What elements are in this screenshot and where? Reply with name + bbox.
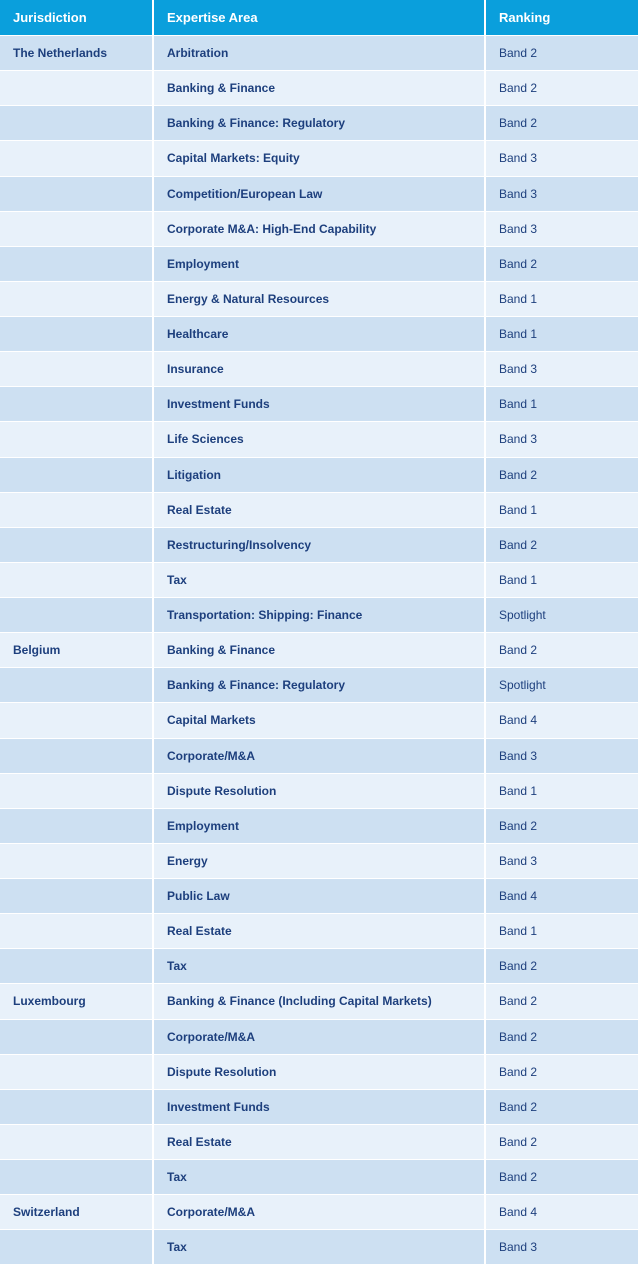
- table-row: [0, 141, 638, 176]
- ranking-cell: Band 3: [486, 212, 638, 247]
- expertise-area-cell: Tax: [154, 1230, 486, 1265]
- ranking-cell: Band 3: [486, 422, 638, 457]
- expertise-area-cell: Life Sciences: [154, 422, 486, 457]
- jurisdiction-cell: [0, 212, 154, 247]
- ranking-cell: Band 4: [486, 879, 638, 914]
- ranking-cell: Band 3: [486, 177, 638, 212]
- ranking-cell: Band 2: [486, 71, 638, 106]
- jurisdiction-cell: [0, 668, 154, 703]
- ranking-cell: Band 2: [486, 984, 638, 1019]
- ranking-cell: Band 1: [486, 317, 638, 352]
- jurisdiction-cell: [0, 598, 154, 633]
- ranking-cell: Band 2: [486, 1020, 638, 1055]
- table-row: [0, 106, 638, 141]
- ranking-cell: Band 2: [486, 1055, 638, 1090]
- expertise-area-cell: Investment Funds: [154, 1090, 486, 1125]
- ranking-cell: Band 2: [486, 809, 638, 844]
- jurisdiction-cell: [0, 879, 154, 914]
- expertise-area-cell: Litigation: [154, 458, 486, 493]
- jurisdiction-cell: Belgium: [0, 633, 154, 668]
- ranking-cell: Band 4: [486, 1195, 638, 1230]
- jurisdiction-cell: [0, 387, 154, 422]
- expertise-area-cell: Banking & Finance: Regulatory: [154, 668, 486, 703]
- table-row: [0, 1055, 638, 1090]
- expertise-area-cell: Transportation: Shipping: Finance: [154, 598, 486, 633]
- table-row: [0, 563, 638, 598]
- expertise-area-cell: Energy & Natural Resources: [154, 282, 486, 317]
- ranking-cell: Spotlight: [486, 668, 638, 703]
- jurisdiction-cell: [0, 493, 154, 528]
- table-row: [0, 844, 638, 879]
- expertise-area-cell: Competition/European Law: [154, 177, 486, 212]
- table-row: [0, 949, 638, 984]
- jurisdiction-cell: [0, 1125, 154, 1160]
- table-row: [0, 352, 638, 387]
- jurisdiction-cell: [0, 317, 154, 352]
- expertise-area-cell: Dispute Resolution: [154, 774, 486, 809]
- expertise-area-cell: Banking & Finance (Including Capital Markets): [154, 984, 486, 1019]
- jurisdiction-cell: [0, 106, 154, 141]
- ranking-cell: Band 3: [486, 352, 638, 387]
- table-row: [0, 1090, 638, 1125]
- jurisdiction-cell: [0, 177, 154, 212]
- jurisdiction-cell: [0, 563, 154, 598]
- jurisdiction-cell: [0, 352, 154, 387]
- ranking-cell: Band 1: [486, 774, 638, 809]
- expertise-area-cell: Public Law: [154, 879, 486, 914]
- expertise-area-cell: Dispute Resolution: [154, 1055, 486, 1090]
- jurisdiction-cell: [0, 1055, 154, 1090]
- table-row: [0, 282, 638, 317]
- table-row: [0, 703, 638, 738]
- table-row: [0, 598, 638, 633]
- table-row: [0, 71, 638, 106]
- jurisdiction-cell: [0, 458, 154, 493]
- ranking-cell: Band 1: [486, 914, 638, 949]
- table-row: [0, 493, 638, 528]
- jurisdiction-cell: [0, 844, 154, 879]
- table-row: [0, 1160, 638, 1195]
- jurisdiction-cell: [0, 71, 154, 106]
- expertise-area-cell: Real Estate: [154, 493, 486, 528]
- ranking-cell: Band 2: [486, 1160, 638, 1195]
- ranking-cell: Band 3: [486, 844, 638, 879]
- expertise-area-cell: Corporate/M&A: [154, 1020, 486, 1055]
- expertise-area-cell: Tax: [154, 949, 486, 984]
- ranking-cell: Band 2: [486, 1090, 638, 1125]
- ranking-cell: Band 2: [486, 633, 638, 668]
- ranking-cell: Band 2: [486, 1125, 638, 1160]
- table-row: [0, 458, 638, 493]
- table-row: [0, 809, 638, 844]
- ranking-cell: Band 3: [486, 141, 638, 176]
- jurisdiction-cell: [0, 739, 154, 774]
- table-row: [0, 36, 638, 71]
- ranking-cell: Spotlight: [486, 598, 638, 633]
- expertise-area-cell: Employment: [154, 247, 486, 282]
- jurisdiction-cell: [0, 282, 154, 317]
- expertise-area-cell: Arbitration: [154, 36, 486, 71]
- jurisdiction-cell: [0, 141, 154, 176]
- header-expertise-area: Expertise Area: [154, 0, 486, 36]
- jurisdiction-cell: [0, 774, 154, 809]
- ranking-cell: Band 2: [486, 949, 638, 984]
- table-row: [0, 528, 638, 563]
- expertise-area-cell: Restructuring/Insolvency: [154, 528, 486, 563]
- expertise-area-cell: Real Estate: [154, 914, 486, 949]
- expertise-area-cell: Tax: [154, 563, 486, 598]
- expertise-area-cell: Corporate M&A: High-End Capability: [154, 212, 486, 247]
- expertise-area-cell: Banking & Finance: [154, 71, 486, 106]
- expertise-area-cell: Corporate/M&A: [154, 1195, 486, 1230]
- jurisdiction-cell: [0, 422, 154, 457]
- table-row: [0, 1020, 638, 1055]
- ranking-cell: Band 1: [486, 387, 638, 422]
- table-header: [0, 0, 638, 36]
- ranking-cell: Band 3: [486, 739, 638, 774]
- jurisdiction-cell: Switzerland: [0, 1195, 154, 1230]
- header-ranking: Ranking: [486, 0, 638, 36]
- table-row: [0, 633, 638, 668]
- table-row: [0, 212, 638, 247]
- expertise-area-cell: Energy: [154, 844, 486, 879]
- expertise-area-cell: Insurance: [154, 352, 486, 387]
- jurisdiction-cell: The Netherlands: [0, 36, 154, 71]
- expertise-area-cell: Tax: [154, 1160, 486, 1195]
- table-row: [0, 317, 638, 352]
- expertise-area-cell: Banking & Finance: [154, 633, 486, 668]
- table-row: [0, 774, 638, 809]
- table-row: [0, 387, 638, 422]
- jurisdiction-cell: [0, 1160, 154, 1195]
- ranking-cell: Band 3: [486, 1230, 638, 1265]
- jurisdiction-cell: [0, 247, 154, 282]
- table-row: [0, 984, 638, 1019]
- table-row: [0, 1125, 638, 1160]
- table-row: [0, 1230, 638, 1265]
- jurisdiction-cell: [0, 914, 154, 949]
- jurisdiction-cell: [0, 703, 154, 738]
- ranking-cell: Band 1: [486, 493, 638, 528]
- header-jurisdiction: Jurisdiction: [0, 0, 154, 36]
- ranking-cell: Band 1: [486, 563, 638, 598]
- jurisdiction-cell: [0, 1020, 154, 1055]
- ranking-cell: Band 2: [486, 528, 638, 563]
- ranking-cell: Band 2: [486, 247, 638, 282]
- jurisdiction-cell: [0, 809, 154, 844]
- ranking-cell: Band 1: [486, 282, 638, 317]
- jurisdiction-cell: Luxembourg: [0, 984, 154, 1019]
- expertise-area-cell: Investment Funds: [154, 387, 486, 422]
- table-row: [0, 177, 638, 212]
- expertise-area-cell: Capital Markets: [154, 703, 486, 738]
- jurisdiction-cell: [0, 949, 154, 984]
- table-row: [0, 247, 638, 282]
- table-body: [0, 36, 638, 1265]
- expertise-area-cell: Real Estate: [154, 1125, 486, 1160]
- ranking-cell: Band 2: [486, 106, 638, 141]
- table-row: [0, 739, 638, 774]
- table-row: [0, 422, 638, 457]
- expertise-area-cell: Banking & Finance: Regulatory: [154, 106, 486, 141]
- expertise-area-cell: Healthcare: [154, 317, 486, 352]
- ranking-cell: Band 2: [486, 458, 638, 493]
- jurisdiction-cell: [0, 1230, 154, 1265]
- ranking-cell: Band 4: [486, 703, 638, 738]
- ranking-cell: Band 2: [486, 36, 638, 71]
- table-row: [0, 1195, 638, 1230]
- jurisdiction-cell: [0, 528, 154, 563]
- header-row: [0, 0, 638, 36]
- expertise-area-cell: Capital Markets: Equity: [154, 141, 486, 176]
- jurisdiction-cell: [0, 1090, 154, 1125]
- table-row: [0, 914, 638, 949]
- table-row: [0, 879, 638, 914]
- expertise-area-cell: Employment: [154, 809, 486, 844]
- expertise-area-cell: Corporate/M&A: [154, 739, 486, 774]
- table-row: [0, 668, 638, 703]
